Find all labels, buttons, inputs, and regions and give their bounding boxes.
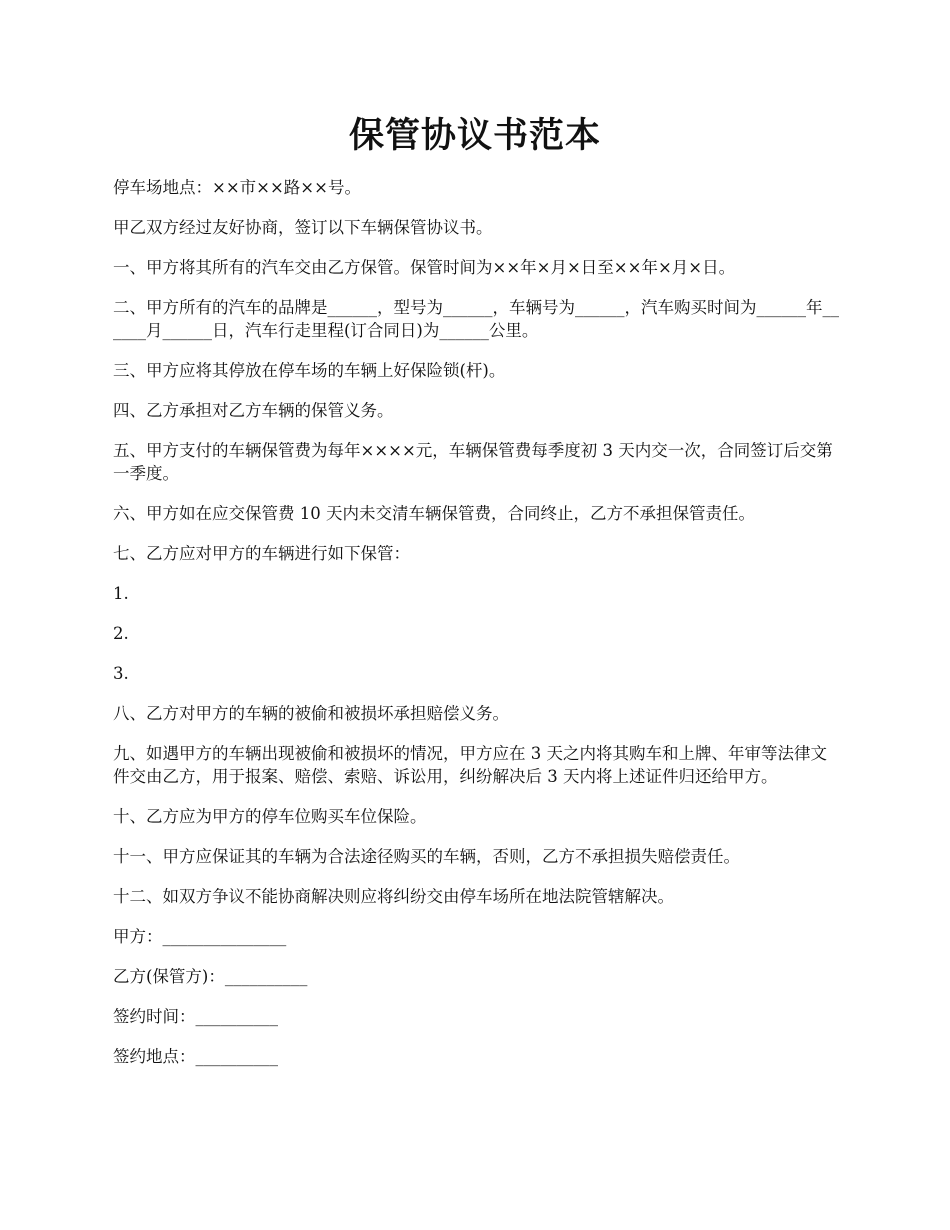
document-body: [113, 176, 843, 1085]
document-title: 保管协议书范本: [348, 115, 601, 156]
clause-12: 十二、如双方争议不能协商解决则应将纠纷交由停车场所在地法院管辖解决。: [113, 887, 674, 906]
clause-9: 九、如遇甲方的车辆出现被偷和被损坏的情况，甲方应在 3 天之内将其购车和上牌、年审等法律文件交由乙方，用于报案、赔偿、索赔、诉讼用，纠纷解决后 3 天内将上述证件归还给甲方。: [113, 744, 827, 786]
clause-11: 十一、甲方应保证其的车辆为合法途径购买的车辆，否则，乙方不承担损失赔偿责任。: [113, 847, 740, 866]
clause-4: 四、乙方承担对乙方车辆的保管义务。: [113, 401, 394, 420]
list-item-3: 3.: [113, 664, 129, 683]
clause-3: 三、甲方应将其停放在停车场的车辆上好保险锁(杆)。: [113, 361, 506, 380]
clause-1: 一、甲方将其所有的汽车交由乙方保管。保管时间为××年×月×日至××年×月×日。: [113, 258, 736, 277]
list-item-1: 1.: [113, 584, 129, 603]
signing-date-line: 签约时间：__________: [113, 1007, 278, 1026]
clause-8: 八、乙方对甲方的车辆的被偷和被损坏承担赔偿义务。: [113, 704, 509, 723]
signing-place-line: 签约地点：__________: [113, 1047, 278, 1066]
party-a-signature-line: 甲方：_______________: [113, 927, 287, 946]
clause-7: 七、乙方应对甲方的车辆进行如下保管：: [113, 544, 410, 563]
clause-10: 十、乙方应为甲方的停车位购买车位保险。: [113, 807, 427, 826]
clause-6: 六、甲方如在应交保管费 10 天内未交清车辆保管费，合同终止，乙方不承担保管责任。: [113, 504, 755, 523]
party-b-signature-line: 乙方(保管方)：__________: [113, 967, 308, 986]
list-item-2: 2.: [113, 624, 129, 643]
intro-paragraph: 甲乙双方经过友好协商，签订以下车辆保管协议书。: [113, 218, 493, 237]
clause-2: 二、甲方所有的汽车的品牌是______，型号为______，车辆号为______，汽车购买时间为______年______月______日，汽车行走里程(订合同日)为______公里。: [113, 298, 839, 340]
clause-5: 五、甲方支付的车辆保管费为每年××××元，车辆保管费每季度初 3 天内交一次，合同签订后交第一季度。: [113, 441, 833, 483]
parking-location: 停车场地点：××市××路××号。: [113, 178, 361, 197]
